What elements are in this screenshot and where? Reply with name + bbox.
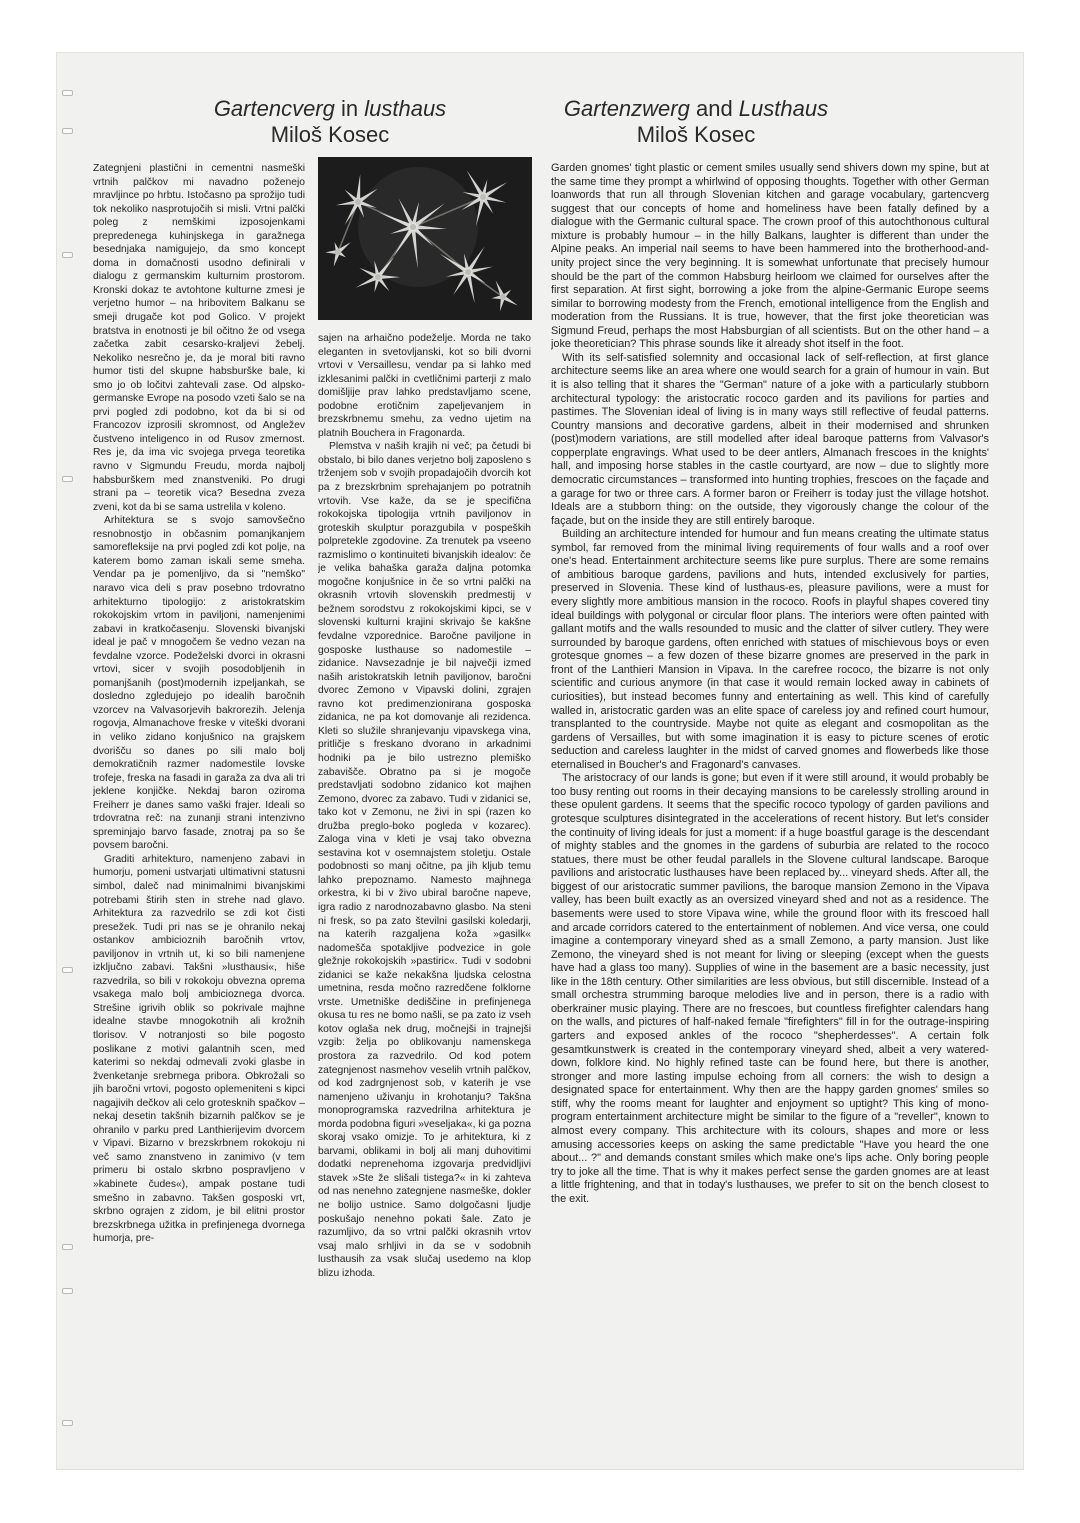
punch-hole-icon [62, 1420, 73, 1426]
english-paragraph: The aristocracy of our lands is gone; but even if it were still around, it would probably be too busy renting out rooms in their decaying mansions to be carelessly strolling around in these opulent gardens. It seems that the specific rococo typology of garden pavilions and grotesque sculptures disintegrated in the accelerations of recent history. But let's consider the continuity of living ideals for just a moment: if a huge boastful garage is the descendant of mighty stables and the gnomes in the gardens of suburbia are related to the rococo statues, there must be other feudal parallels in the Slovene cultural landscape. Baroque pavilions and aristocratic lusthauses have been replaced by... vineyard sheds. After all, the biggest of our aristocratic summer pavilions, the baroque mansion Zemono in the Vipava valley, has been built exactly as an oversized vineyard shed and not as a residence. The basements were used to store Vipava wine, while the ground floor with its frescoed hall and arcade corridors catered to the entertainment of noblemen. And vice versa, one could imagine a contemporary vineyard shed as a small Zemono, a party mansion. Just like Zemono, the vineyard shed is not meant for living or sleeping (except when the guests have had a glass too many). Supplies of wine in the basement are a basic necessity, just like in the 18th century. Other similarities are less obvious, but still discernible. Instead of a small orchestra strumming baroque melodies live and in person, there is a radio with oberkrainer music playing. There are no frescoes, but countless firefighter calendars hang on the walls, and pictures of half-naked female "firefighters" fill in for the outrage-inspiring garters and exposed ankles of the rococo "shepherdesses". A certain folk gesamtkunstwerk is created in the contemporary vineyard shed, albeit a very watered-down, folklore kind. No highly refined taste can be found here, but there is another, stronger and more lasting impulse echoing from all corners: the wish to design a designated space for entertainment. Why then are the happy garden gnomes' smiles so stiff, why the rooms meant for laughter and enjoyment so uptight? This king of mono-program entertainment architecture might be similar to the figure of a "reveller", known to almost every company. This architecture with its colours, shapes and more or less amusing accessories keeps on asking the same predictable "Have you heard the one about... ?" and demands constant smiles which make one's lips ache. Only boring people try to joke all the time. That is why it makes perfect sense the garden gnomes are at least a little frightening, and that in today's lusthauses, we prefer to sit on the bench closest to the exit. [551, 772, 989, 1205]
slovene-author: Miloš Kosec [270, 122, 390, 147]
punch-hole-icon [62, 476, 73, 482]
english-title: Gartenzwerg and Lusthaus [563, 96, 829, 121]
thorn-plant-photo [318, 157, 532, 320]
english-column [551, 162, 989, 1482]
english-heading [546, 96, 846, 148]
slovene-title: Gartencverg in lusthaus [213, 96, 447, 121]
slovene-column-1 [93, 162, 305, 1484]
english-paragraph: Building an architecture intended for humour and fun means creating the ultimate status symbol, far removed from the minimal living requirements of four walls and a roof over one's head. Entertainment architecture seems like pure surplus. There are some remains of ambitious baroque gardens, pavilions and huts, intended exclusively for parties, preserved in Slovenia. These kind of lusthaus-es, pleasure pavilions, were a must for every slightly more ambitious mansion in the rococo. Roofs in playful shapes covered tiny ideal buildings with polygonal or circular floor plans. The interiors were often painted with gallant motifs and the walls resounded to music and the clatter of silver cutlery. They were surrounded by baroque gardens, often enriched with statues of mischievous boys or even grotesque gnomes – a few dozen of these bizarre gnomes are preserved in the park in front of the Lanthieri Mansion in Vipava. In the carefree rococo, the bizarre is not only scientific and curious anymore (in that case it would remain locked away in cabinets of curiosities), but instead becomes funny and entertaining as well. This kind of carefully walled in, aristocratic garden was an elite space of careless joy and refined court humour, transplanted to the countryside. Maybe not quite as elegant and cosmopolitan as the gardens of Versailles, but with some imagination it is easy to picture scenes of erotic seduction and careless laughter in the midst of carved gnomes and flowerbeds like those eternalised in Boucher's and Fragonard's canvases. [551, 528, 989, 771]
english-paragraph: With its self-satisfied solemnity and occasional lack of self-reflection, at first glance architecture seems like an area where one would search for a grain of humour in vain. But it is also telling that it shares the "German" nature of a joke with a particularly stubborn architectural typology: the aristocratic rococo garden and its pavilions for parties and pastimes. The Slovenian ideal of living is in many ways still reflective of feudal patterns. Country mansions and decorative gardens, albeit in their modernised and shrunken (post)modern variations, are still modelled after ideal baroque patterns from Valvasor's copperplate engravings. What used to be deer antlers, Almanach frescoes in the knights' hall, and imposing horse stables in the castle courtyard, are now – due to slightly more democratic circumstances – transformed into hunting trophies, frescoes on the façade and a garage for two or three cars. A former baron or Freiherr is today just the village hotshot. Ideals are a stubborn thing: on the outside, they vigorously change the colour of the façade, but on the inside they are still entirely baroque. [551, 351, 989, 527]
slovene-heading [150, 96, 510, 148]
english-author: Miloš Kosec [636, 122, 756, 147]
punch-hole-icon [62, 1244, 73, 1250]
punch-hole-icon [62, 1288, 73, 1294]
english-paragraph: Garden gnomes' tight plastic or cement smiles usually send shivers down my spine, but at the same time they prompt a whirlwind of opposing thoughts. Together with other German loanwords that run all through Slovenian kitchen and garage vocabulary, gartencverg suggest that our concepts of home and homeliness have been fatally defined by a dialogue with the Germanic cultural space. The crown proof of this autochthonous cultural mixture is probably humour – in the hilly Balkans, laughter is different than under the Alpine peaks. An imperial nail seems to have been hammered into the brotherhood-and-unity project since the very beginning. It is somewhat unfortunate that precisely humour should be the part of the common Habsburg heirloom we claimed for ourselves after the first separation. At first sight, borrowing a joke from the alpine-Germanic Europe seems similar to borrowing modesty from the French, emotional intelligence from the English and moderation from the Russians. It is true, however, that the first joke theoretician was Sigmund Freud, perhaps the most Habsburgian of all scientists. But on the other hand – a joke theoretician? This phrase sounds like it already shot itself in the foot. [551, 162, 989, 351]
slovene-paragraph: Graditi arhitekturo, namenjeno zabavi in humorju, pomeni ustvarjati ultimativni statusni simbol, daleč nad minimalnimi bivanjskimi potrebami štirih sten in strehe nad glavo. Arhitektura za razvedrilo se zdi kot čisti presežek. Tudi pri nas se je ohranilo nekaj ostankov ambicioznih baročnih vrtov, paviljonov in vrtnih ut, ki so bili namenjene izključno zabavi. Takšni »lusthausi«, hiše razvedrila, so bili v rokokoju obvezna oprema vsakega malo bolj ambicioznega dvorca. Strešine igrivih oblik so pokrivale majhne idealne stavbe mnogokotnih ali krožnih tlorisov. V notranjosti so bile pogosto poslikane z motivi galantnih scen, med katerimi so nekdaj odmevali zvoki glasbe in žvenketanje srebrnega pribora. Obkrožali so jih baročni vrtovi, pogosto oplemeniteni s kipci nagajivih dečkov ali celo grotesknih spačkov – nekaj desetin takšnih bizarnih palčkov se je ohranilo v parku pred Lanthierijevim dvorcem v Vipavi. Bizarno v brezskrbnem rokokoju ni več samo znanstveno in zanimivo (v tem primeru bi ostalo skrbno pospravljeno v »kabinete čudes«), ampak postane tudi smešno in zabavno. Takšen gosposki vrt, skrbno ograjen z zidom, je bil elitni prostor brezskrbnega užitka in prefinjenega dvornega humorja, pre- [93, 853, 305, 1245]
slovene-paragraph: Zategnjeni plastični in cementni nasmeški vrtnih palčkov mi navadno poženejo mravljince po hrbtu. Istočasno pa sprožijo tudi tok nekoliko nasprotujočih si misli. Vrtni palčki poleg z nemškimi izposojenkami prepredenega kuhinjskega in garažnega besednjaka namigujejo, da smo koncept doma in domačnosti usodno definirali v dialogu z germanskim kulturnim prostorom. Kronski dokaz te avtohtone kulturne zmesi je verjetno humor – na hribovitem Balkanu se smeji drugače kot pod Golico. V projekt bratstva in enotnosti je bil očitno že od vsega začetka zabit cesarsko-kraljevi žebelj. Nekoliko nesrečno je, da je moral biti ravno humor tisti del skupne habsburške bale, ki smo jo ob ločitvi zahtevali zase. Od alpsko-germanske Evrope na posodo vzeti šalo se na prvi pogled zdi podobno, kot da bi si od Francozov izprosili skromnost, od Angležev čustveno inteligenco in od Rusov zmernost. Res je, da ima vic svojega prvega teoretika ravno v Sigmundu Freudu, morda najbolj habsburškem med znanstveniki. Po drugi strani pa – teoretik vica? Besedna zveza zveni, kot da bi se sama ustrelila v koleno. [93, 163, 305, 513]
punch-hole-icon [62, 967, 73, 973]
slovene-column-2 [318, 332, 531, 1484]
punch-hole-icon [62, 128, 73, 134]
thorn-plant-icon [318, 157, 532, 320]
slovene-paragraph: Arhitektura se s svojo samovšečno resnobnostjo in občasnim pomanjkanjem samorefleksije na prvi pogled zdi kot polje, na katerem bomo zaman iskali seme smeha. Vendar pa je pomenljivo, da si "nemško" naravo vica deli s prav posebno trdovratno arhitekturno tipologijo: z aristokratskim rokokojskim vrtom in paviljoni, namenjenimi zabavi in kratkočasenju. Slovenski bivanjski ideal je pač v mnogočem še vedno vezan na fevdalne vzorce. Podeželski dvorci in okrasni vrtovi, sicer v svojih posodobljenih in pomanjšanih (post)modernih izpeljankah, se dosledno zgledujejo po idealih baročnih vzorcev na Valvasorjevih bakrorezih. Jelenja rogovja, Almanachove freske v viteški dvorani in veliko zidano konjušnico na grajskem dvorišču so danes po sili malo bolj demokratičnih razmer nadomestile lovske trofeje, freska na fasadi in garaža za dva ali tri jeklene konjičke. Nekdaj baron oziroma Freiherr je danes samo vaški frajer. Ideali so trdovratna reč: na zunanji strani intenzivno spreminjajo barvo fasade, znotraj pa so še povsem baročni. [93, 515, 305, 852]
slovene-paragraph: sajen na arhaično podeželje. Morda ne tako eleganten in svetovljanski, kot so bili dvorni vrtovi v Versaillesu, vendar pa si lahko med izklesanimi palčki in cvetličnimi parterji z malo domišljije prav lahko predstavljamo scene, podobne erotičnim zapeljevanjem in brezskrbnemu smehu, za vedno ujetim na platnih Bouchera in Fragonarda. [318, 333, 531, 439]
punch-hole-icon [62, 90, 73, 96]
slovene-paragraph: Plemstva v naših krajih ni več; pa četudi bi obstalo, bi bilo danes verjetno bolj zaposleno s trženjem sob v svojih propadajočih dvorcih kot pa z brezskrbnim sprehajanjem po potratnih vrtovih. Vse kaže, da se je specifična rokokojska tipologija vrtnih paviljonov in groteskih skulptur porazgubila v pospeških polpretekle zgodovine. Za trenutek pa vseeno razmislimo o kontinuiteti bivanjskih idealov: če je velika bahaška garaža daljna potomka mogočne konjušnice in če so vrtni palčki na okrasnih vrtovih slovenskih predmestij v bežnem sorodstvu z rokokojskimi kipci, se v slovenski kulturni krajini skrivajo še kakšne fevdalne vzporednice. Baročne paviljone in gosposke lusthause so nadomestile – zidanice. Navsezadnje je bil največji izmed naših aristokratskih letnih paviljonov, baročni dvorec Zemono v Vipavski dolini, zgrajen ravno kot predimenzionirana gosposka zidanica, ne pa kot domovanje ali rezidenca. Kleti so služile shranjevanju vipavskega vina, pritličje s freskano dvorano in arkadnimi hodniki pa je bilo ustrezno plemiško zabavišče. Obratno pa si je mogoče predstavljati sodobno zidanico kot majhen Zemono, dvorec za zabavo. Tudi v zidanici se, tako kot v Zemonu, ne živi in spi (razen ko družba preglo-boko pogleda v kozarec). Zaloga vina v kleti je vsaj tako obvezna sestavina kot v osemnajstem stoletju. Ostale podobnosti so manj očitne, pa jih kljub temu lahko prepoznamo. Namesto majhnega orkestra, ki bi v živo ubiral baročne napeve, igra radio z narodnozabavno glasbo. Na steni ni fresk, so pa zato številni gasilski koledarji, na katerih razgaljena koža »gasilk« nadomešča spotakljive podvezice in gole gležnje rokokojskih »pastiric«. Tudi v sodobni zidanici se kaže nekakšna ljudska celostna umetnina, resda močno razredčene folklorne vrste. Umetniške dediščine in prefinjenega okusa tu res ne bomo našli, se pa zato iz vseh kotov oglaša nek drug, močnejši in trajnejši vzgib: želja po oblikovanju namenskega prostora za razvedrilo. Od kod potem zategnjenost nasmehov veselih vrtnih palčkov, od kod zadrgnjenost sob, v katerih je vse namenjeno uživanju in krohotanju? Takšna monoprogramska razvedrilna arhitektura je morda podobna figuri »veseljaka«, ki ga pozna skoraj vsako omizje. To je arhitektura, ki z barvami, oblikami in bolj ali manj duhovitimi dodatki neprenehoma izgovarja predvidljivi stavek »Ste že slišali tistega?« in ki zahteva od nas nenehno zategnjene nasmeške, dokler ne bolijo ustnice. Samo dolgočasni ljudje poskušajo nenehno pokati šale. Zato je razumljivo, da so vrtni palčki okrasnih vrtov vsaj malo srhljivi in da se v sodobnih lusthausih za vsak slučaj usedemo na klop blizu izhoda. [318, 441, 531, 1279]
punch-hole-icon [62, 252, 73, 258]
